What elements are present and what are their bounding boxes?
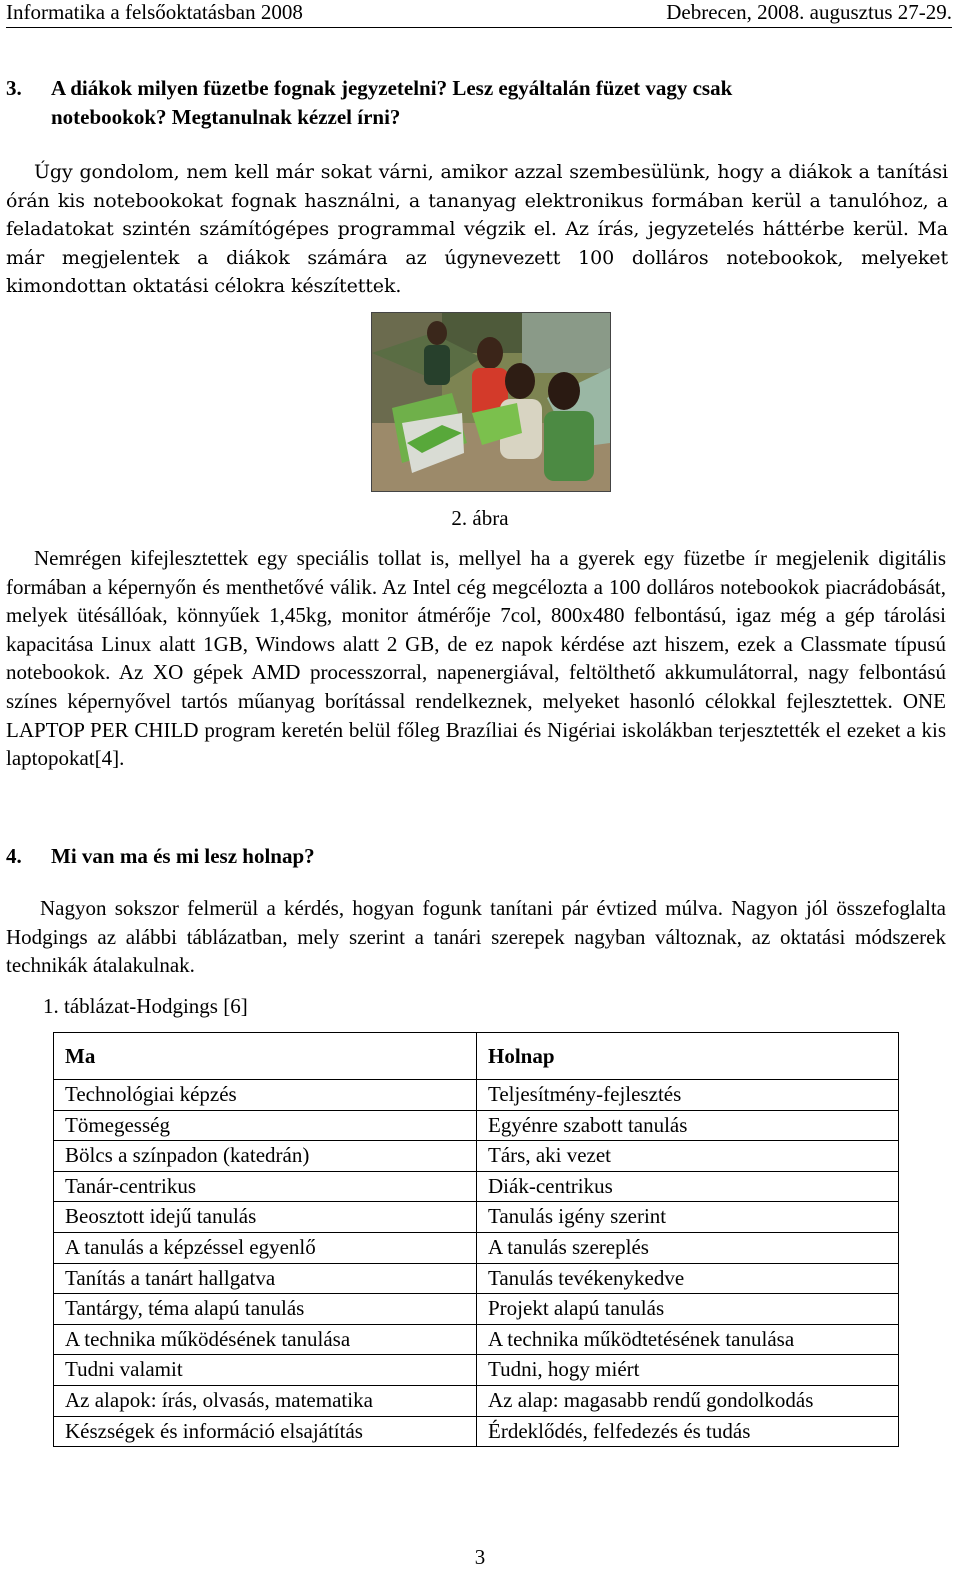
table-row: [54, 1416, 899, 1447]
table-cell-ma: Tudni valamit: [54, 1355, 477, 1386]
comparison-table: [53, 1032, 899, 1447]
section-3-title-line1: A diákok milyen füzetbe fognak jegyzetelni? Lesz egyáltalán füzet vagy csak: [51, 76, 733, 100]
table-row: [54, 1080, 899, 1111]
table-cell-ma: A technika működésének tanulása: [54, 1324, 477, 1355]
table-row: [54, 1263, 899, 1294]
table-cell-ma: Tömegesség: [54, 1110, 477, 1141]
table-cell-holnap: Érdeklődés, felfedezés és tudás: [477, 1416, 899, 1447]
table-row: [54, 1141, 899, 1172]
paragraph-1: Úgy gondolom, nem kell már sokat várni, amikor azzal szembesülünk, hogy a diákok a tanítási órán kis notebookokat fognak használni, a tananyag elektronikus formában kerül a tanulóhoz, a feladatokat szintén számítógépes programmal végzik el. Az írás, jegyzetelés háttérbe kerül. Ma már megjelentek a diákok számára az úgynevezett 100 dolláros notebookok, melyeket kimondottan oktatási célokra készítettek.: [6, 161, 948, 297]
table-cell-holnap: Az alap: magasabb rendű gondolkodás: [477, 1385, 899, 1416]
table-cell-ma: Bölcs a színpadon (katedrán): [54, 1141, 477, 1172]
header-conference: Informatika a felsőoktatásban 2008: [6, 0, 303, 24]
table-row: [54, 1202, 899, 1233]
table-cell-holnap: Diák-centrikus: [477, 1171, 899, 1202]
table-cell-ma: Tanítás a tanárt hallgatva: [54, 1263, 477, 1294]
table-cell-holnap: Tanulás tevékenykedve: [477, 1263, 899, 1294]
table-cell-holnap: Teljesítmény-fejlesztés: [477, 1080, 899, 1111]
table-cell-holnap: A tanulás szereplés: [477, 1232, 899, 1263]
table-row: [54, 1355, 899, 1386]
table-cell-holnap: Társ, aki vezet: [477, 1141, 899, 1172]
table-cell-ma: Tanár-centrikus: [54, 1171, 477, 1202]
section-3-heading: [6, 74, 946, 129]
table-row: [54, 1294, 899, 1325]
running-header: [6, 0, 952, 28]
table-cell-ma: A tanulás a képzéssel egyenlő: [54, 1232, 477, 1263]
table-header-holnap: Holnap: [477, 1033, 899, 1080]
section-3-number: 3.: [6, 76, 22, 100]
table-row: [54, 1110, 899, 1141]
paragraph-2: Nemrégen kifejlesztettek egy speciális tollat is, mellyel ha a gyerek egy füzetbe ír megjelenik digitális formában a képernyőn és menthetővé válik. Az Intel cég megcélozta a 100 dolláros notebookok piacrádobását, melyek ütésállóak, könnyűek 1,45kg, monitor átmérője 7col, 800x480 felbontású, igaz még a gép tárolási kapacitása Linux alatt 1GB, Windows alatt 2 GB, de ez napok kérdése azt hiszem, ezek a Classmate típusú notebookok. Az XO gépek AMD processzorral, napenergiával, feltölthető akkumulátorral, nagy felbontású színes képernyővel tartós műanyag borítással rendelkeznek, melyeket hasonló célokkal fejlesztettek. ONE LAPTOP PER CHILD program keretén belül főleg Brazíliai és Nigériai iskolákban terjesztették el ezeket a kis laptopokat[4].: [6, 546, 946, 771]
figure-caption: 2. ábra: [451, 506, 509, 530]
table-cell-ma: Technológiai képzés: [54, 1080, 477, 1111]
table-cell-ma: Készségek és információ elsajátítás: [54, 1416, 477, 1447]
table-row: [54, 1171, 899, 1202]
table-header-ma: Ma: [54, 1033, 477, 1080]
section-3-title-line2: notebookok? Megtanulnak kézzel írni?: [51, 105, 401, 129]
table-cell-holnap: Tudni, hogy miért: [477, 1355, 899, 1386]
section-4-title: Mi van ma és mi lesz holnap?: [51, 844, 315, 868]
figure-photo-children-with-laptops: [371, 312, 611, 492]
table-row: [54, 1324, 899, 1355]
page-number: 3: [474, 1545, 486, 1569]
table-row: [54, 1232, 899, 1263]
section-4-number: 4.: [6, 844, 22, 868]
table-cell-holnap: A technika működtetésének tanulása: [477, 1324, 899, 1355]
table-row: [54, 1385, 899, 1416]
table-cell-holnap: Projekt alapú tanulás: [477, 1294, 899, 1325]
table-cell-ma: Tantárgy, téma alapú tanulás: [54, 1294, 477, 1325]
table-header-row: [54, 1033, 899, 1080]
header-place-date: Debrecen, 2008. augusztus 27-29.: [666, 0, 952, 24]
table-cell-ma: Az alapok: írás, olvasás, matematika: [54, 1385, 477, 1416]
paragraph-3: Nagyon sokszor felmerül a kérdés, hogyan fogunk tanítani pár évtized múlva. Nagyon jól összefoglalta Hodgings az alábbi táblázatban, mely szerint a tanári szerepek nagyban változnak, az oktatási módszerek technikák átalakulnak.: [6, 896, 946, 978]
table-cell-holnap: Tanulás igény szerint: [477, 1202, 899, 1233]
table-cell-holnap: Egyénre szabott tanulás: [477, 1110, 899, 1141]
table-cell-ma: Beosztott idejű tanulás: [54, 1202, 477, 1233]
photo-illustration: [372, 313, 610, 491]
table-caption: 1. táblázat-Hodgings [6]: [43, 994, 248, 1018]
